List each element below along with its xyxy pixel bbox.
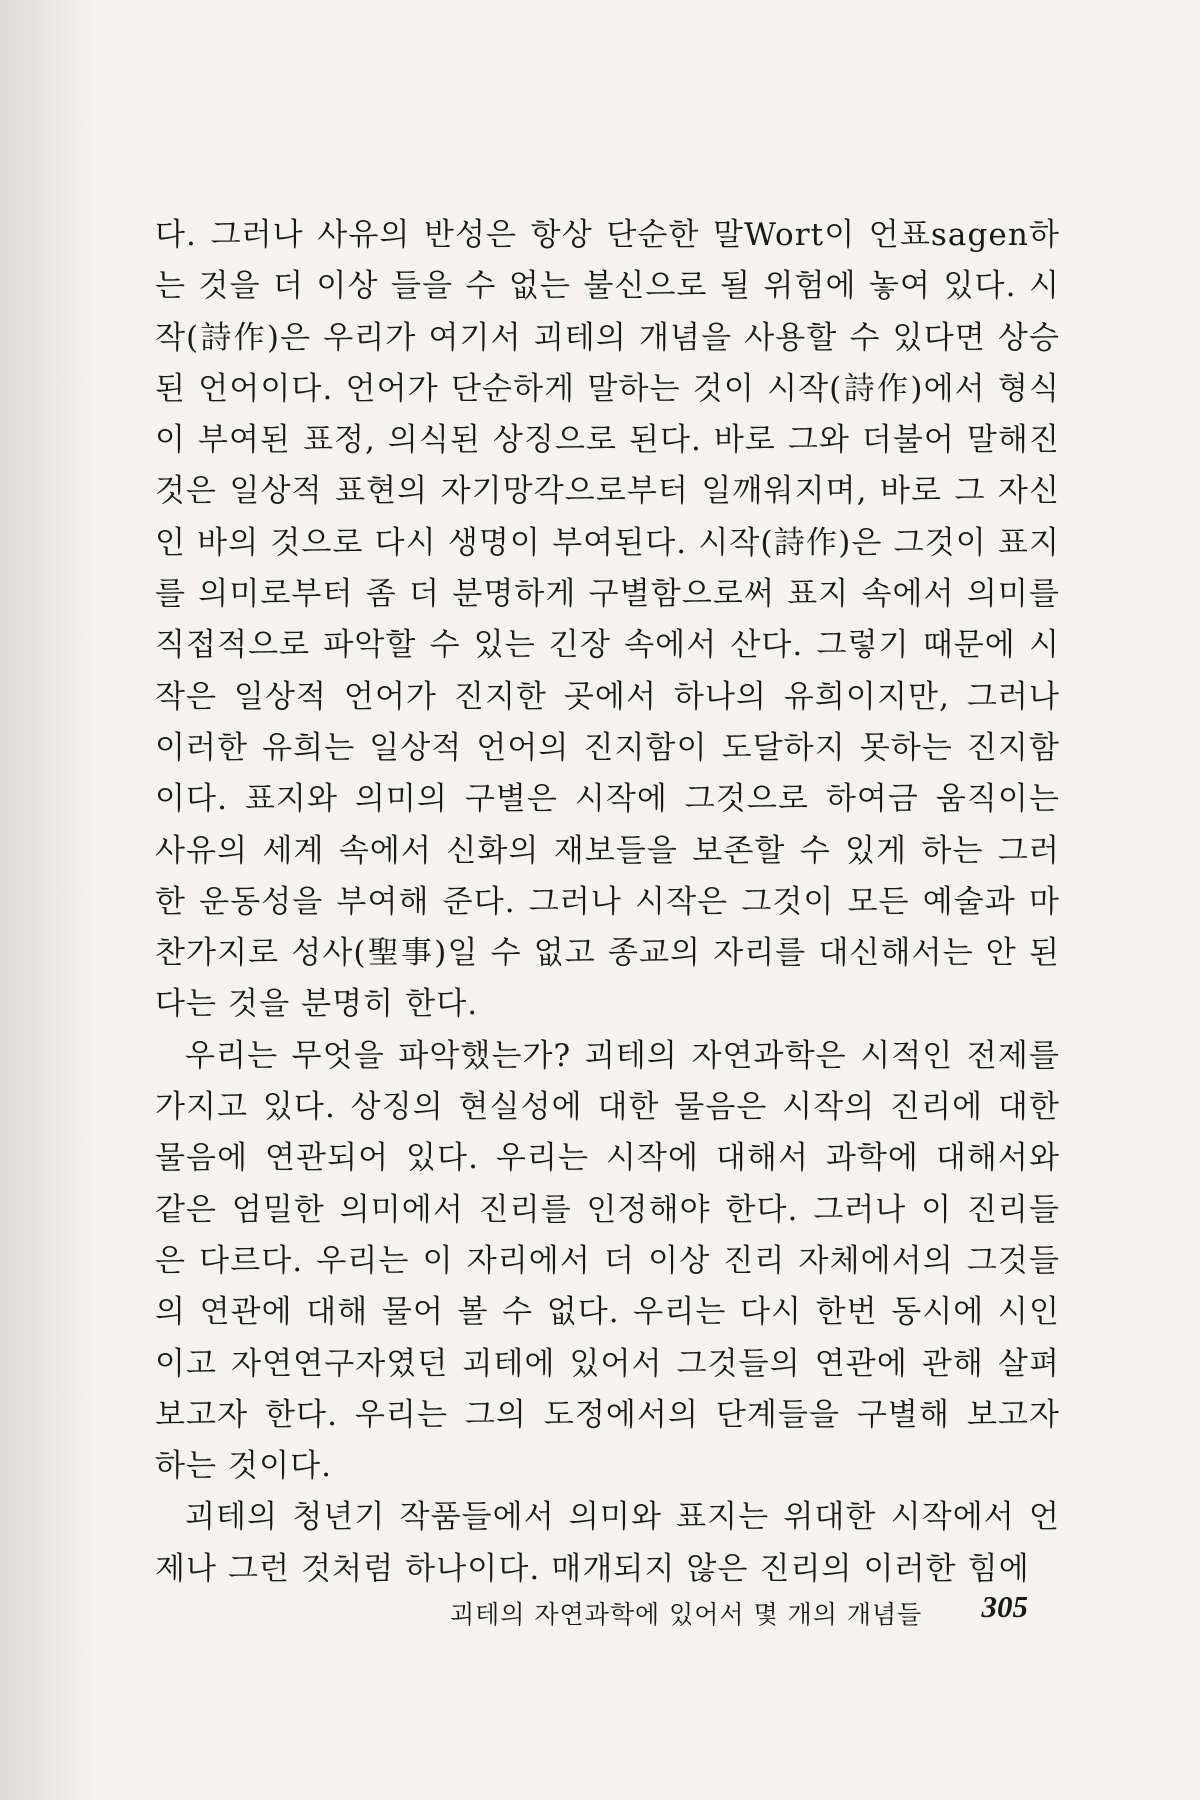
page-footer (440, 1587, 1080, 1637)
paragraph-continued: 다. 그러나 사유의 반성은 항상 단순한 말Wort이 언표sagen하는 것을 더 이상 들을 수 없는 불신으로 될 위험에 놓여 있다. 시작(詩作)은 우리가 여기서 괴테의 개념을 사용할 수 있다면 상승된 언어이다. 언어가 단순하게 말하는 것이 시작(詩作)에서 형식이 부여된 표정, 의식된 상징으로 된다. 바로 그와 더불어 말해진 것은 일상적 표현의 자기망각으로부터 일깨워지며, 바로 그 자신인 바의 것으로 다시 생명이 부여된다. 시작(詩作)은 그것이 표지를 의미로부터 좀 더 분명하게 구별함으로써 표지 속에서 의미를 직접적으로 파악할 수 있는 긴장 속에서 산다. 그렇기 때문에 시작은 일상적 언어가 진지한 곳에서 하나의 유희이지만, 그러나 이러한 유희는 일상적 언어의 진지함이 도달하지 못하는 진지함이다. 표지와 의미의 구별은 시작에 그것으로 하여금 움직이는 사유의 세계 속에서 신화의 재보들을 보존할 수 있게 하는 그러한 운동성을 부여해 준다. 그러나 시작은 그것이 모든 예술과 마찬가지로 성사(聖事)일 수 없고 종교의 자리를 대신해서는 안 된다는 것을 분명히 한다. (155, 217, 1060, 1023)
paragraph-3: 괴테의 청년기 작품들에서 의미와 표지는 위대한 시작에서 언제나 그런 것처럼 하나이다. 매개되지 않은 진리의 이러한 힘에 (155, 1499, 1060, 1587)
paragraph-2: 우리는 무엇을 파악했는가? 괴테의 자연과학은 시적인 전제를 가지고 있다. 상징의 현실성에 대한 물음은 시작의 진리에 대한 물음에 연관되어 있다. 우리는 시작에 대해서 과학에 대해서와 같은 엄밀한 의미에서 진리를 인정해야 한다. 그러나 이 진리들은 다르다. 우리는 이 자리에서 더 이상 진리 자체에서의 그것들의 연관에 대해 물어 볼 수 없다. 우리는 다시 한번 동시에 시인이고 자연연구자였던 괴테에 있어서 그것들의 연관에 관해 살펴보고자 한다. 우리는 그의 도정에서의 단계들을 구별해 보고자 하는 것이다. (155, 1037, 1060, 1485)
binding-gutter-shadow (0, 0, 95, 1800)
running-head: 괴테의 자연과학에 있어서 몇 개의 개념들 (450, 1600, 923, 1629)
page-number: 305 (981, 1589, 1028, 1624)
body-text (155, 210, 1060, 1595)
